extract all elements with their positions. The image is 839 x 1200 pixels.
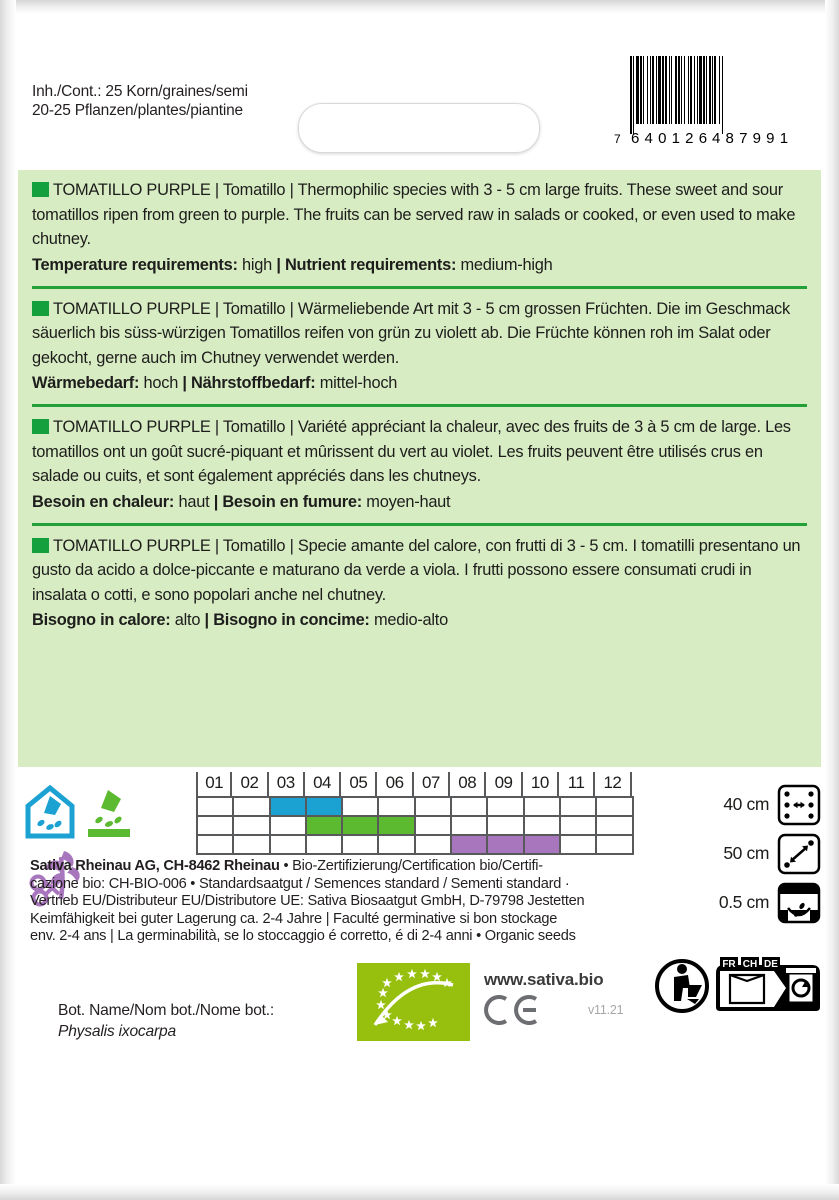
activity-pictograms bbox=[24, 782, 194, 844]
description-text-de: TOMATILLO PURPLE | Tomatillo | Wärmeliebende Art mit 3 - 5 cm grossen Früchten. Die im Geschmack säuerlich bis süss-würzigen Tomatillos reifen von grün zu violett ab. Die Früchte können roh im Salat oder gekocht, gerne auch im Chutney verwendet werden. bbox=[32, 299, 790, 367]
eu-star bbox=[428, 1018, 438, 1027]
req2-value-fr: moyen-haut bbox=[366, 492, 451, 511]
description-body-fr: Variété appréciant la chaleur, avec des fruits de 3 à 5 cm de large. Les tomatillos ont un goût sucré-piquant et mûrissent du vert au violet. Les fruits peuvent être utilisés crus en salade ou cuits, et sont également appréciés dans les chutneys. bbox=[32, 418, 791, 485]
calendar-cell bbox=[234, 836, 270, 855]
bullet-square-icon bbox=[32, 182, 49, 197]
tidyman-icon bbox=[657, 961, 707, 1011]
page-edge-top bbox=[0, 0, 839, 14]
req-separator-de: | bbox=[182, 374, 187, 392]
country-ch: CH bbox=[742, 959, 758, 970]
company-line-3: Vertrieb EU/Distributeur EU/Distributore UE: Sativa Biosaatgut GmbH, D-79798 Jestetten bbox=[30, 893, 585, 910]
description-text-it: TOMATILLO PURPLE | Tomatillo | Specie amante del calore, con frutti di 3 - 5 cm. I tomatilli presentano un gusto da acido a dolce-piccante e maturano da verde a viola. I frutti possono essere consumati crudi in insalata o cotti, e sono popolari anche nel chutney. bbox=[32, 536, 801, 604]
calendar-cell bbox=[307, 836, 343, 855]
req2-value-it: medio-alto bbox=[373, 611, 448, 629]
eu-organic-logo bbox=[357, 963, 470, 1041]
calendar-month-12: 12 bbox=[595, 772, 631, 796]
calendar-row-sow-outdoors bbox=[198, 817, 634, 836]
calendar-cell bbox=[343, 798, 379, 817]
company-line-1 bbox=[30, 858, 645, 876]
calendar-cell bbox=[307, 798, 343, 817]
req1-label-it: Bisogno in calore: bbox=[32, 611, 171, 629]
calendar-row-sow-indoors bbox=[198, 798, 634, 817]
eu-star bbox=[416, 1021, 426, 1030]
description-block-it bbox=[18, 526, 821, 642]
calendar-month-06: 06 bbox=[377, 772, 413, 796]
country-de: DE bbox=[764, 959, 778, 970]
paper-recycling-icon bbox=[716, 957, 820, 1011]
req1-label-de: Wärmebedarf: bbox=[32, 374, 140, 392]
calendar-cell bbox=[416, 817, 452, 836]
calendar-cell bbox=[561, 798, 597, 817]
description-body-it: Specie amante del calore, con frutti di 3 - 5 cm. I tomatilli presentano un gusto da acido a dolce-piccante e maturano da verde a viola. I frutti possono essere consumati crudi in insalata o cotti, e sono popolari anche nel chutney. bbox=[32, 536, 801, 604]
requirements-fr bbox=[32, 490, 807, 515]
calendar-month-05: 05 bbox=[341, 772, 377, 796]
recycling-symbols bbox=[652, 955, 822, 1017]
requirements-de bbox=[32, 371, 807, 396]
calendar-month-header bbox=[196, 772, 634, 796]
calendar-cell bbox=[452, 798, 488, 817]
calendar-cell bbox=[379, 798, 415, 817]
botanical-name-value: Physalis ixocarpa bbox=[58, 1023, 176, 1040]
calendar-cell bbox=[198, 817, 234, 836]
eu-star bbox=[392, 1016, 402, 1025]
page-edge-bottom bbox=[0, 1184, 839, 1200]
content-quantity-line1: Inh./Cont.: 25 Korn/graines/semi bbox=[32, 83, 248, 100]
calendar-table bbox=[196, 772, 634, 855]
req1-value-it: alto bbox=[174, 611, 201, 629]
description-body-de: Wärmeliebende Art mit 3 - 5 cm grossen Früchten. Die im Geschmack säuerlich bis süss-würzigen Tomatillos reifen von grün zu violett ab. Die Früchte können roh im Salat oder gekocht, gerne auch im Chutney verwendet werden. bbox=[32, 299, 790, 367]
description-block-fr bbox=[18, 407, 821, 523]
botanical-name-label: Bot. Name/Nom bot./Nome bot.: bbox=[58, 1002, 275, 1019]
eu-star bbox=[382, 978, 392, 987]
calendar-cell bbox=[452, 836, 488, 855]
common-name-it: Tomatillo bbox=[222, 536, 286, 555]
variety-name-it: TOMATILLO PURPLE bbox=[53, 536, 211, 555]
calendar-cell bbox=[416, 836, 452, 855]
calendar-cell bbox=[234, 817, 270, 836]
req1-value-fr: haut bbox=[178, 492, 210, 511]
barcode-lead-digit: 7 bbox=[614, 132, 622, 146]
req-separator-it: | bbox=[204, 611, 209, 629]
calendar-cell bbox=[525, 798, 561, 817]
sowing-depth-icon bbox=[777, 882, 821, 924]
calendar-cell bbox=[561, 836, 597, 855]
hang-hole-tab bbox=[298, 103, 540, 153]
sow-indoors-icon bbox=[24, 782, 76, 842]
calendar-month-08: 08 bbox=[450, 772, 486, 796]
req-separator-en: | bbox=[276, 255, 281, 274]
barcode-bars bbox=[630, 56, 802, 134]
barcode bbox=[614, 56, 806, 156]
row-spacing-icon bbox=[777, 784, 821, 826]
calendar-cell bbox=[271, 817, 307, 836]
calendar-month-01: 01 bbox=[196, 772, 232, 796]
calendar-month-04: 04 bbox=[305, 772, 341, 796]
row-spacing bbox=[695, 782, 821, 827]
eu-star bbox=[432, 972, 442, 981]
variety-name-fr: TOMATILLO PURPLE bbox=[53, 418, 211, 436]
eu-leaf-stars-icon bbox=[357, 963, 470, 1041]
calendar-month-03: 03 bbox=[269, 772, 305, 796]
calendar-cell bbox=[379, 817, 415, 836]
content-quantity bbox=[32, 82, 248, 120]
req2-value-en: medium-high bbox=[460, 255, 553, 274]
calendar-cell bbox=[307, 817, 343, 836]
sow-outdoors-icon bbox=[84, 782, 134, 842]
req1-value-en: high bbox=[242, 255, 272, 274]
eu-star bbox=[420, 969, 430, 978]
calendar-cell bbox=[488, 817, 524, 836]
version-label: v11.21 bbox=[588, 1003, 624, 1017]
eu-star bbox=[394, 972, 404, 981]
description-body-en: Thermophilic species with 3 - 5 cm large fruits. These sweet and sour tomatillos ripen from green to purple. The fruits can be served raw in salads or cooked, or even used to make chutney. bbox=[32, 181, 796, 248]
calendar-cell bbox=[234, 798, 270, 817]
calendar-month-10: 10 bbox=[523, 772, 559, 796]
spacing-info bbox=[695, 782, 821, 930]
sowing-depth bbox=[695, 880, 821, 925]
company-line-2: cazione bio: CH-BIO-006 • Standardsaatgut / Semences standard / Sementi standard · bbox=[30, 875, 570, 892]
calendar-month-02: 02 bbox=[232, 772, 268, 796]
eu-star bbox=[404, 1020, 414, 1029]
plant-spacing-value: 50 cm bbox=[723, 843, 769, 863]
req1-label-en: Temperature requirements: bbox=[32, 255, 238, 274]
calendar-cell bbox=[271, 798, 307, 817]
row-spacing-value: 40 cm bbox=[723, 794, 769, 814]
req-separator-fr: | bbox=[213, 492, 219, 511]
bullet-square-icon bbox=[32, 419, 49, 434]
eu-star bbox=[407, 969, 417, 978]
common-name-de: Tomatillo bbox=[222, 299, 286, 318]
description-block-en bbox=[18, 170, 821, 286]
calendar-month-11: 11 bbox=[559, 772, 595, 796]
eu-star bbox=[376, 1000, 386, 1009]
requirements-it bbox=[32, 608, 807, 633]
company-line-5: env. 2-4 ans | La germinabilità, se lo stoccaggio é corretto, é di 2-4 anni • Organic seeds bbox=[30, 928, 576, 945]
ce-mark-icon bbox=[484, 993, 544, 1027]
calendar-cell bbox=[488, 836, 524, 855]
company-name: Sativa Rheinau AG, CH-8462 Rheinau bbox=[30, 858, 280, 874]
eu-star bbox=[378, 988, 388, 997]
requirements-en bbox=[32, 253, 807, 278]
calendar-cell bbox=[525, 836, 561, 855]
company-info bbox=[30, 858, 645, 946]
calendar-cell bbox=[452, 817, 488, 836]
variety-name-de: TOMATILLO PURPLE bbox=[53, 299, 211, 318]
calendar-cell bbox=[597, 817, 633, 836]
bullet-square-icon bbox=[32, 301, 49, 316]
calendar-cell bbox=[343, 836, 379, 855]
calendar-cell bbox=[525, 817, 561, 836]
calendar-cell bbox=[597, 798, 633, 817]
calendar-cell bbox=[271, 836, 307, 855]
calendar-cell bbox=[198, 836, 234, 855]
description-panel bbox=[18, 170, 821, 767]
content-quantity-line2: 20-25 Pflanzen/plantes/piantine bbox=[32, 102, 243, 119]
variety-name-en: TOMATILLO PURPLE bbox=[53, 181, 211, 199]
common-name-fr: Tomatillo bbox=[222, 418, 286, 436]
bullet-square-icon bbox=[32, 538, 49, 553]
req2-label-de: Nährstoffbedarf: bbox=[191, 374, 316, 392]
req1-label-fr: Besoin en chaleur: bbox=[32, 492, 175, 511]
calendar-cell bbox=[597, 836, 633, 855]
calendar-cell bbox=[343, 817, 379, 836]
calendar-cell bbox=[379, 836, 415, 855]
page-edge-right bbox=[825, 0, 839, 1200]
req2-label-en: Nutrient requirements: bbox=[284, 255, 457, 274]
plant-spacing bbox=[695, 831, 821, 876]
plant-spacing-icon bbox=[777, 833, 821, 875]
recycling-icons bbox=[652, 955, 822, 1017]
description-text-fr: TOMATILLO PURPLE | Tomatillo | Variété appréciant la chaleur, avec des fruits de 3 à 5 cm de large. Les tomatillos ont un goût sucré-piquant et mûrissent du vert au violet. Les fruits peuvent être utilisés crus en salade ou cuits, et sont également appréciés dans les chutneys. bbox=[32, 418, 791, 485]
req2-label-it: Bisogno in concime: bbox=[213, 611, 370, 629]
calendar-month-09: 09 bbox=[486, 772, 522, 796]
country-fr: FR bbox=[722, 959, 736, 970]
botanical-name bbox=[58, 1000, 274, 1042]
company-line1-rest: • Bio-Zertifizierung/Certification bio/Certifi- bbox=[279, 858, 543, 874]
calendar-cell bbox=[416, 798, 452, 817]
company-line-4: Keimfähigkeit bei guter Lagerung ca. 2-4 Jahre | Faculté germinative si bon stockage bbox=[30, 910, 558, 927]
req2-label-fr: Besoin en fumure: bbox=[222, 492, 362, 511]
calendar-month-07: 07 bbox=[414, 772, 450, 796]
calendar-cell bbox=[198, 798, 234, 817]
website-url[interactable]: www.sativa.bio bbox=[484, 970, 604, 989]
req1-value-de: hoch bbox=[143, 374, 179, 392]
calendar-cell bbox=[561, 817, 597, 836]
common-name-en: Tomatillo bbox=[222, 181, 286, 199]
calendar-row-harvest bbox=[198, 836, 634, 855]
req2-value-de: mittel-hoch bbox=[319, 374, 398, 392]
sowing-depth-value: 0.5 cm bbox=[718, 892, 769, 912]
barcode-group-2: 487991 bbox=[712, 130, 794, 147]
description-block-de bbox=[18, 289, 821, 405]
description-text-en: TOMATILLO PURPLE | Tomatillo | Thermophilic species with 3 - 5 cm large fruits. These sweet and sour tomatillos ripen from green to purple. The fruits can be served raw in salads or cooked, or even used to make chutney. bbox=[32, 181, 796, 248]
calendar-cell bbox=[488, 798, 524, 817]
page-edge-left bbox=[0, 0, 16, 1200]
calendar-grid bbox=[196, 796, 634, 855]
barcode-group-1: 640126 bbox=[631, 130, 713, 147]
